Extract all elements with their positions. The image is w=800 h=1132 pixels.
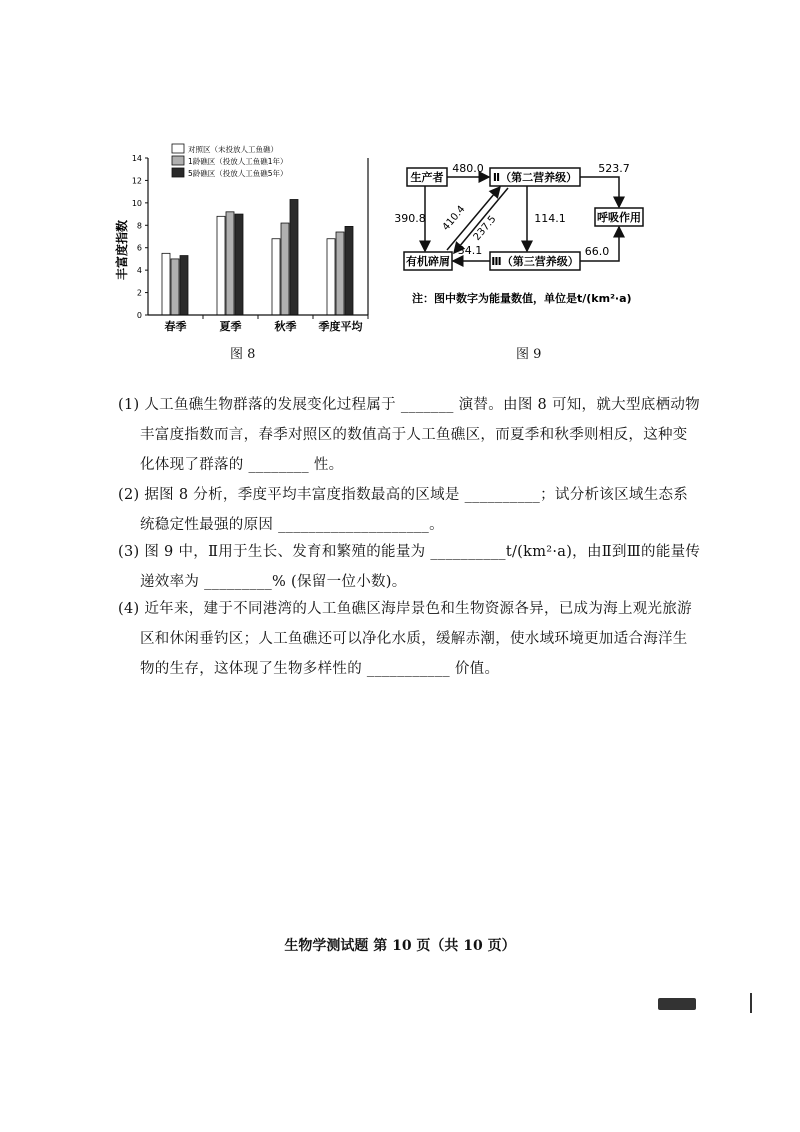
node-producer	[407, 168, 447, 186]
question-line: (3) 图 9 中，Ⅱ用于生长、发育和繁殖的能量为 __________t/(km²·a)，由Ⅱ到Ⅲ的能量传	[118, 544, 701, 560]
x-tick-label: 夏季	[219, 320, 242, 333]
legend-label: 1龄礁区（投放人工鱼礁1年）	[188, 157, 288, 166]
bar	[272, 239, 280, 315]
question-3	[118, 537, 701, 597]
question-line: (1) 人工鱼礁生物群落的发展变化过程属于 _______ 演替。由图 8 可知，就大型底栖动物	[118, 397, 700, 413]
y-tick-label: 4	[136, 266, 142, 276]
y-tick-label: 0	[136, 311, 142, 320]
question-line: 化体现了群落的 ________ 性。	[140, 457, 344, 473]
bar	[281, 223, 289, 315]
flow-label-390: 390.8	[394, 212, 426, 225]
svg-text:呼吸作用: 呼吸作用	[597, 211, 641, 224]
y-tick-label: 2	[136, 288, 142, 298]
bar	[171, 259, 179, 315]
bar	[336, 232, 344, 315]
y-tick-label: 14	[131, 154, 142, 163]
legend-swatch	[172, 168, 184, 177]
x-tick-label: 季度平均	[318, 320, 363, 333]
bar	[180, 256, 188, 315]
legend-label: 5龄礁区（投放人工鱼礁5年）	[188, 169, 288, 178]
node-level3	[490, 252, 580, 270]
question-line: 物的生存，这体现了生物多样性的 ___________ 价值。	[140, 661, 500, 677]
flow-label-34: 34.1	[457, 244, 483, 257]
figure-8-caption: 图 8	[230, 347, 256, 362]
svg-text:有机碎屑: 有机碎屑	[406, 255, 450, 268]
figure-8	[100, 140, 380, 370]
bar	[217, 216, 225, 315]
energy-flow-diagram	[392, 150, 692, 320]
figure-9	[392, 150, 692, 370]
question-1	[118, 390, 700, 480]
flow-label-237: 237.5	[471, 213, 499, 243]
question-line: (4) 近年来，建于不同港湾的人工鱼礁区海岸景色和生物资源各异，已成为海上观光旅游	[118, 601, 692, 617]
legend-label: 对照区（未投放人工鱼礁）	[188, 145, 278, 154]
flow-label-66: 66.0	[584, 245, 610, 258]
y-tick-label: 8	[136, 221, 142, 231]
scan-mark	[658, 998, 696, 1010]
question-line: 统稳定性最强的原因 ____________________。	[140, 517, 444, 533]
x-tick-label: 秋季	[274, 320, 297, 333]
bar	[327, 239, 335, 315]
y-tick-label: 10	[131, 198, 142, 208]
bar	[226, 212, 234, 315]
page-footer: 生物学测试题 第 10 页（共 10 页）	[284, 938, 516, 954]
y-tick-label: 12	[131, 176, 142, 186]
question-line: (2) 据图 8 分析，季度平均丰富度指数最高的区域是 __________；试分析该区域生态系	[118, 487, 689, 503]
y-tick-label: 6	[136, 243, 142, 253]
legend-swatch	[172, 144, 184, 153]
question-4	[118, 594, 692, 684]
question-line: 区和休闲垂钓区；人工鱼礁还可以净化水质，缓解赤潮，使水域环境更加适合海洋生	[140, 631, 688, 647]
x-tick-label: 春季	[164, 320, 187, 333]
figure-9-note: 注：图中数字为能量数值，单位是t/(km²·a)	[412, 292, 632, 305]
flow-label-114: 114.1	[534, 212, 566, 225]
flow-label-523: 523.7	[598, 162, 630, 175]
svg-text:Ⅲ（第三营养级）: Ⅲ（第三营养级）	[491, 255, 579, 268]
richness-bar-chart	[100, 140, 380, 340]
bar	[162, 253, 170, 315]
figure-9-caption: 图 9	[516, 347, 542, 362]
arrow-level2-respiration	[580, 177, 619, 207]
node-level2	[490, 168, 580, 186]
node-detritus	[404, 252, 452, 270]
node-respiration	[595, 208, 643, 226]
flow-label-410: 410.4	[440, 203, 468, 233]
scan-tick	[750, 993, 752, 1013]
bar	[235, 214, 243, 315]
flow-label-480: 480.0	[452, 162, 484, 175]
question-line: 丰富度指数而言，春季对照区的数值高于人工鱼礁区，而夏季和秋季则相反，这种变	[140, 427, 688, 443]
question-2	[118, 480, 689, 540]
bar	[345, 226, 353, 315]
y-axis-label: 丰富度指数	[115, 219, 129, 281]
svg-text:Ⅱ（第二营养级）: Ⅱ（第二营养级）	[492, 171, 578, 184]
svg-text:生产者: 生产者	[410, 171, 444, 184]
bar	[290, 199, 298, 315]
legend-swatch	[172, 156, 184, 165]
question-line: 递效率为 _________% (保留一位小数)。	[140, 574, 407, 590]
